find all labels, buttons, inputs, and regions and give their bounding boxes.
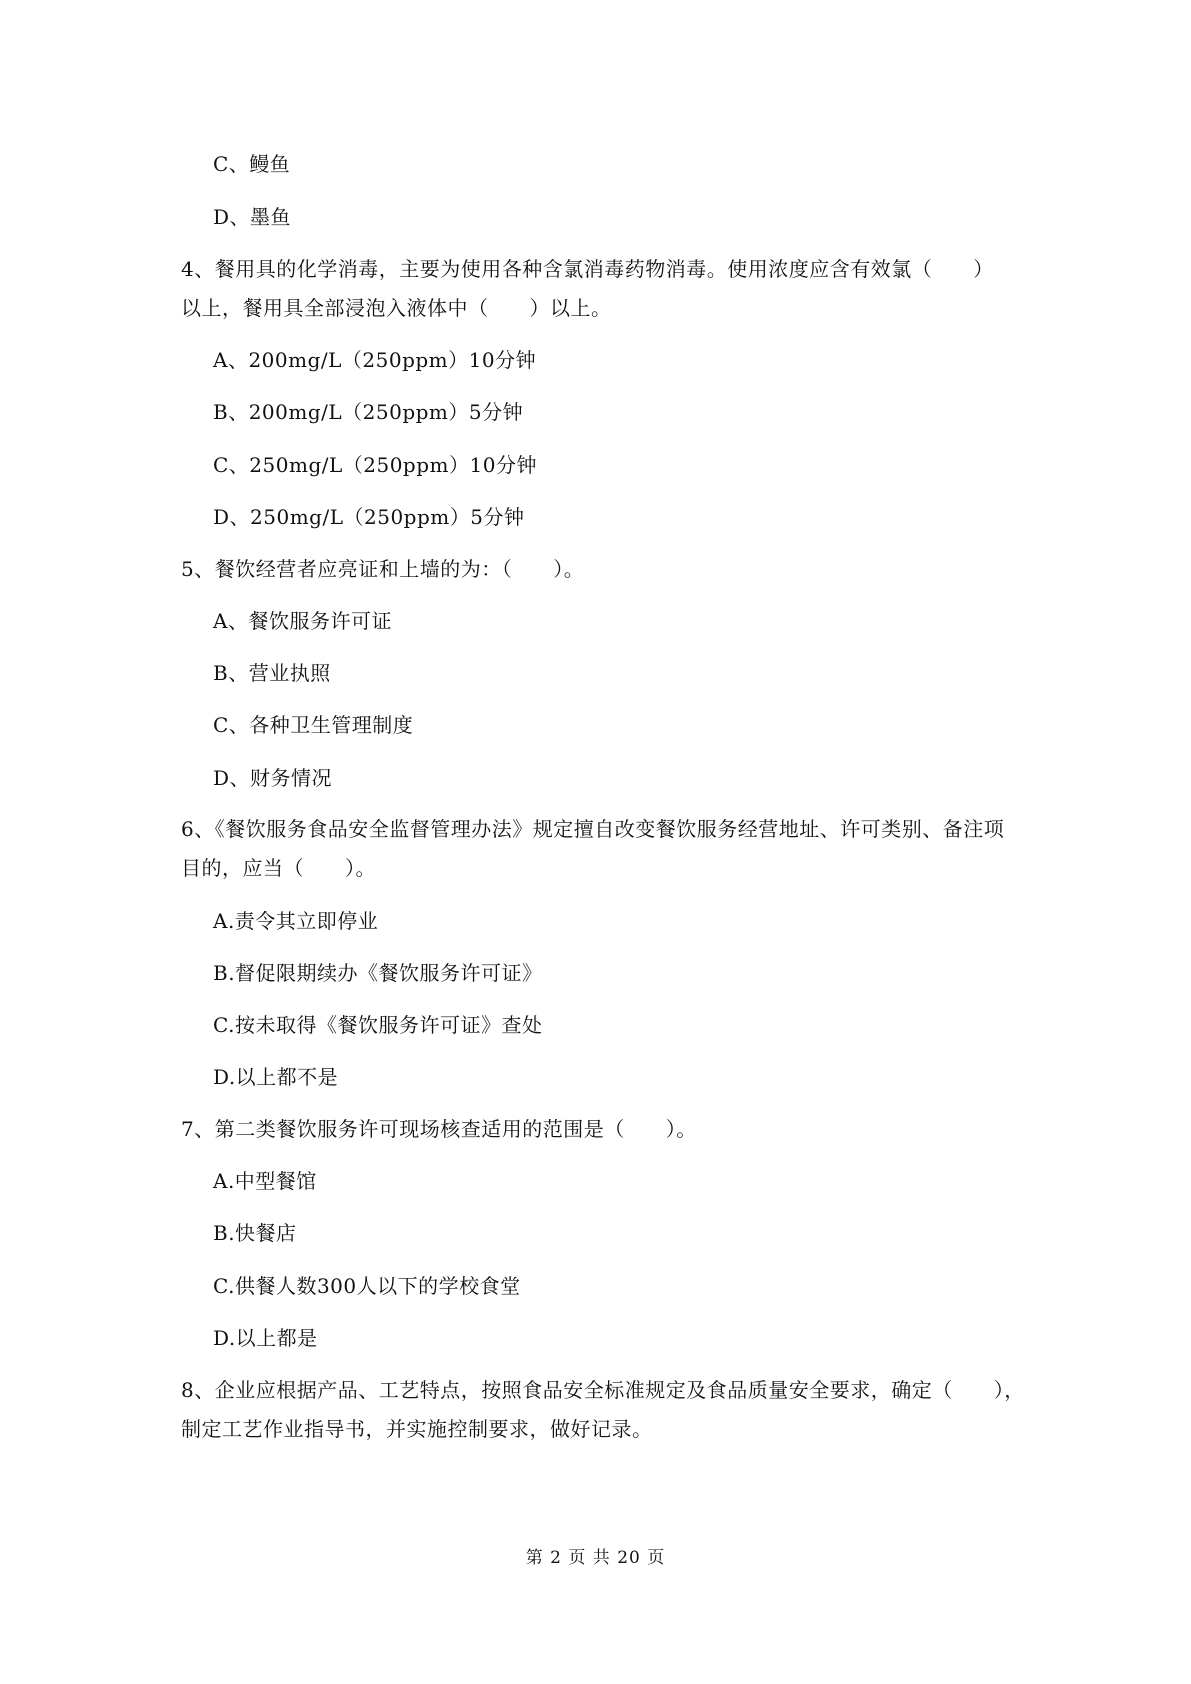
question-4-line-2: 以上，餐用具全部浸泡入液体中（ ）以上。	[181, 296, 612, 320]
option-4a: A、200mg/L（250ppm）10分钟	[213, 348, 537, 372]
option-6d: D.以上都不是	[213, 1065, 339, 1089]
option-6c: C.按未取得《餐饮服务许可证》查处	[213, 1013, 543, 1037]
option-3d: D、墨鱼	[213, 205, 292, 229]
page-footer: 第 2 页 共 20 页	[525, 1548, 666, 1568]
option-7c: C.供餐人数300人以下的学校食堂	[213, 1274, 521, 1298]
question-6-line-2: 目的，应当（ ）。	[181, 856, 376, 880]
option-5c: C、各种卫生管理制度	[213, 713, 414, 737]
option-5a: A、餐饮服务许可证	[213, 609, 392, 633]
option-5d: D、财务情况	[213, 766, 333, 790]
option-6b: B.督促限期续办《餐饮服务许可证》	[213, 961, 543, 985]
option-3c: C、鳗鱼	[213, 152, 291, 176]
option-4d: D、250mg/L（250ppm）5分钟	[213, 505, 525, 529]
option-4c: C、250mg/L（250ppm）10分钟	[213, 453, 537, 477]
question-8-line-1: 8、企业应根据产品、工艺特点，按照食品安全标准规定及食品质量安全要求，确定（ ），	[181, 1378, 1025, 1402]
option-7a: A.中型餐馆	[213, 1169, 317, 1193]
question-6-line-1: 6、《餐饮服务食品安全监督管理办法》规定擅自改变餐饮服务经营地址、许可类别、备注项	[181, 817, 1005, 841]
option-4b: B、200mg/L（250ppm）5分钟	[213, 400, 524, 424]
question-4-line-1: 4、餐用具的化学消毒，主要为使用各种含氯消毒药物消毒。使用浓度应含有效氯（ ）	[181, 257, 994, 281]
question-5: 5、餐饮经营者应亮证和上墙的为：（ ）。	[181, 557, 585, 581]
option-6a: A.责令其立即停业	[213, 909, 379, 933]
option-7d: D.以上都是	[213, 1326, 318, 1350]
option-5b: B、营业执照	[213, 661, 331, 685]
question-8-line-2: 制定工艺作业指导书，并实施控制要求，做好记录。	[181, 1417, 653, 1441]
option-7b: B.快餐店	[213, 1221, 297, 1245]
question-7: 7、第二类餐饮服务许可现场核查适用的范围是（ ）。	[181, 1117, 697, 1141]
